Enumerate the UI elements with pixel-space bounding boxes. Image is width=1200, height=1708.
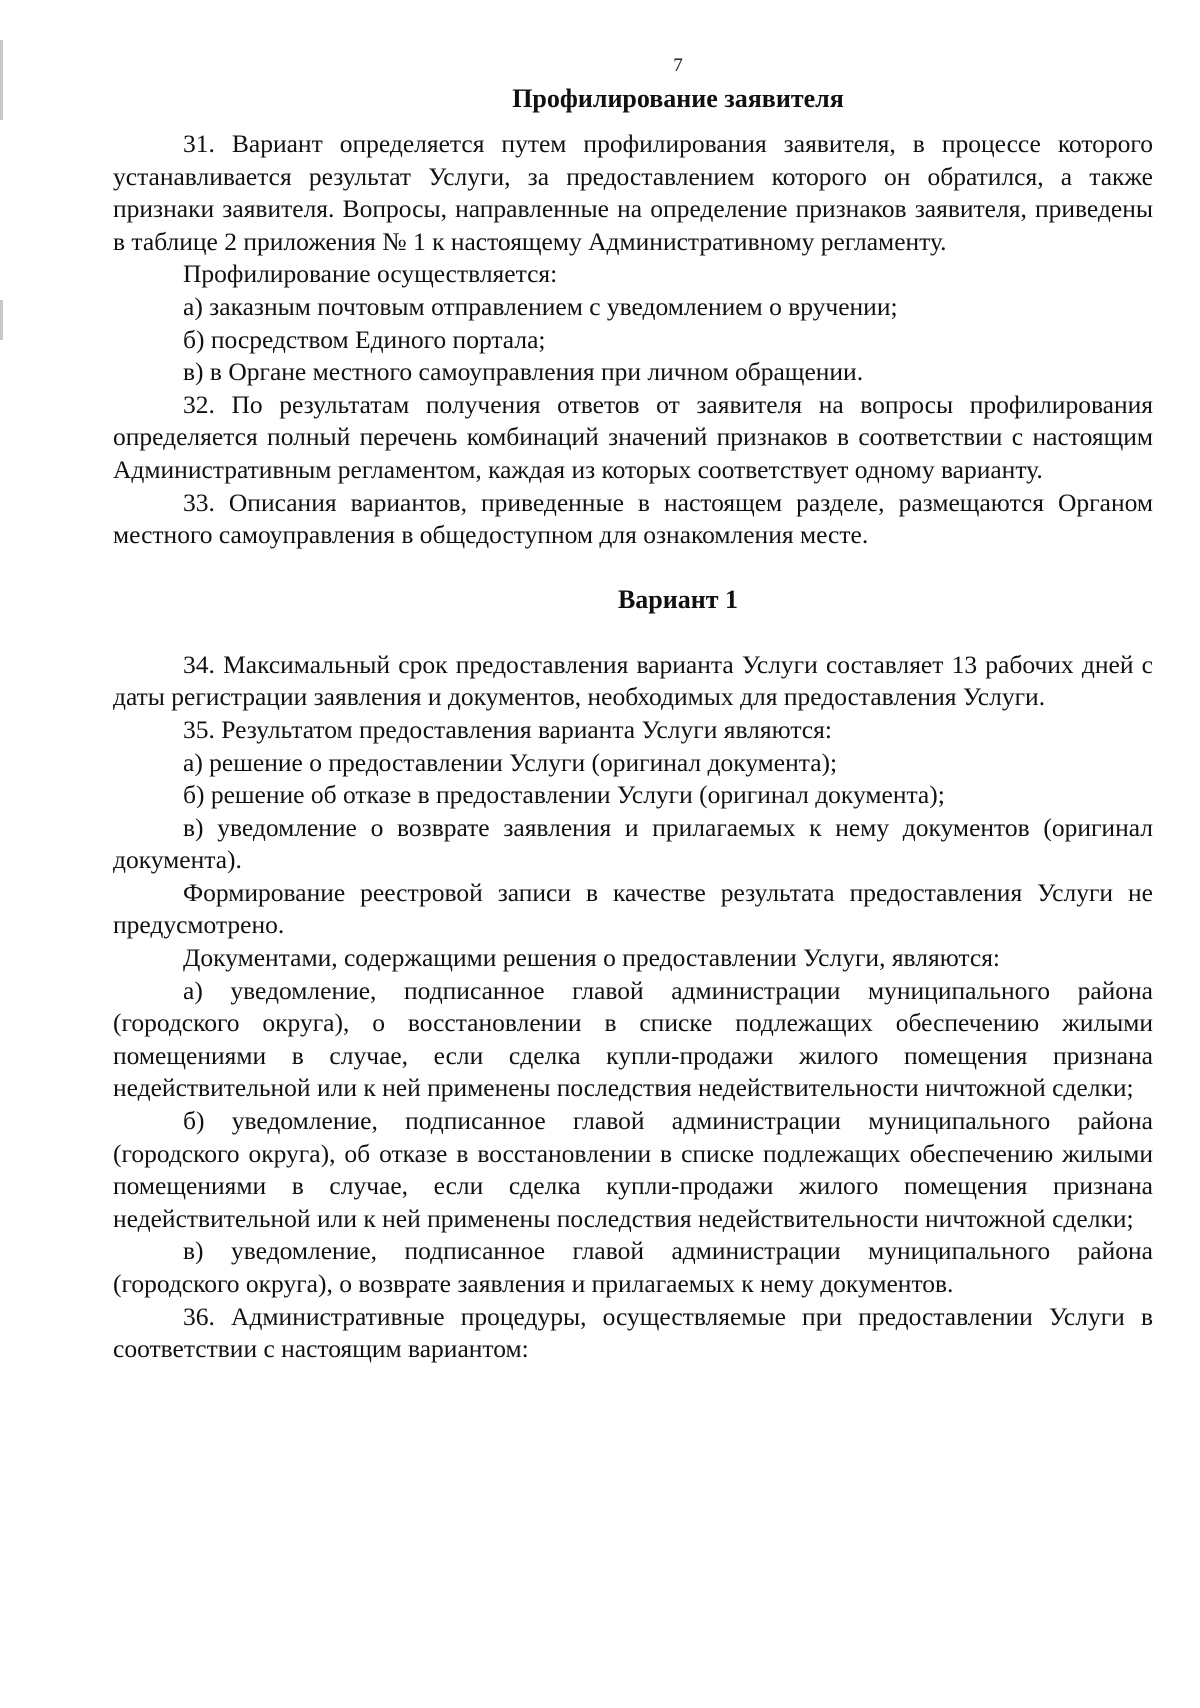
paragraph: б) решение об отказе в предоставлении Услуги (оригинал документа); xyxy=(183,780,945,810)
paragraph: а) заказным почтовым отправлением с уведомлением о вручении; xyxy=(183,291,898,321)
paragraph: 33. Описания вариантов, приведенные в настоящем разделе, размещаются Органом местного самоуправления в общедоступном для ознакомления месте. xyxy=(113,487,1153,550)
paragraph: Формирование реестровой записи в качестве результата предоставления Услуги не предусмотрено. xyxy=(113,877,1153,940)
paragraph: 36. Административные процедуры, осуществляемые при предоставлении Услуги в соответствии с настоящим вариантом: xyxy=(113,1301,1153,1364)
variant-paragraphs xyxy=(113,649,1153,1366)
paragraph: 32. По результатам получения ответов от заявителя на вопросы профилирования определяется полный перечень комбинаций значений признаков в соответствии с настоящим Административным регламентом, каждая из которых соответствует одному варианту. xyxy=(113,389,1153,484)
paragraph: б) уведомление, подписанное главой администрации муниципального района (городского округа), об отказе в восстановлении в списке подлежащих обеспечению жилыми помещениями в случае, если сделка купли-продажи жилого помещения признана недействительной или к ней применены последствия недействительности ничтожной сделки; xyxy=(113,1106,1153,1233)
scan-edge-mark xyxy=(0,300,3,340)
paragraph: Документами, содержащими решения о предоставлении Услуги, являются: xyxy=(183,943,1001,973)
page-number: 7 xyxy=(673,55,683,76)
scan-edge-mark xyxy=(0,40,3,120)
paragraph: в) в Органе местного самоуправления при личном обращении. xyxy=(183,357,864,387)
paragraph: 35. Результатом предоставления варианта Услуги являются: xyxy=(183,714,832,744)
paragraph: 31. Вариант определяется путем профилирования заявителя, в процессе которого устанавливается результат Услуги, за предоставлением которого он обратился, а также признаки заявителя. Вопросы, направленные на определение признаков заявителя, приведены в таблице 2 приложения № 1 к настоящему Административному регламенту. xyxy=(113,129,1153,256)
section-paragraphs xyxy=(113,128,1153,552)
paragraph: Профилирование осуществляется: xyxy=(183,259,558,289)
paragraph: а) решение о предоставлении Услуги (оригинал документа); xyxy=(183,747,838,777)
section-title: Профилирование заявителя xyxy=(512,84,844,113)
paragraph: 34. Максимальный срок предоставления варианта Услуги составляет 13 рабочих дней с даты регистрации заявления и документов, необходимых для предоставления Услуги. xyxy=(113,649,1153,712)
variant-title: Вариант 1 xyxy=(617,584,739,614)
paragraph: б) посредством Единого портала; xyxy=(183,324,546,354)
paragraph: в) уведомление о возврате заявления и прилагаемых к нему документов (оригинал документа). xyxy=(113,812,1153,875)
paragraph: в) уведомление, подписанное главой администрации муниципального района (городского округа), о возврате заявления и прилагаемых к нему документов. xyxy=(113,1236,1153,1298)
document-body xyxy=(113,52,1153,1366)
paragraph: а) уведомление, подписанное главой администрации муниципального района (городского округа), о восстановлении в списке подлежащих обеспечению жилыми помещениями в случае, если сделка купли-продажи жилого помещения признана недействительной или к ней применены последствия недействительности ничтожной сделки; xyxy=(113,975,1153,1103)
